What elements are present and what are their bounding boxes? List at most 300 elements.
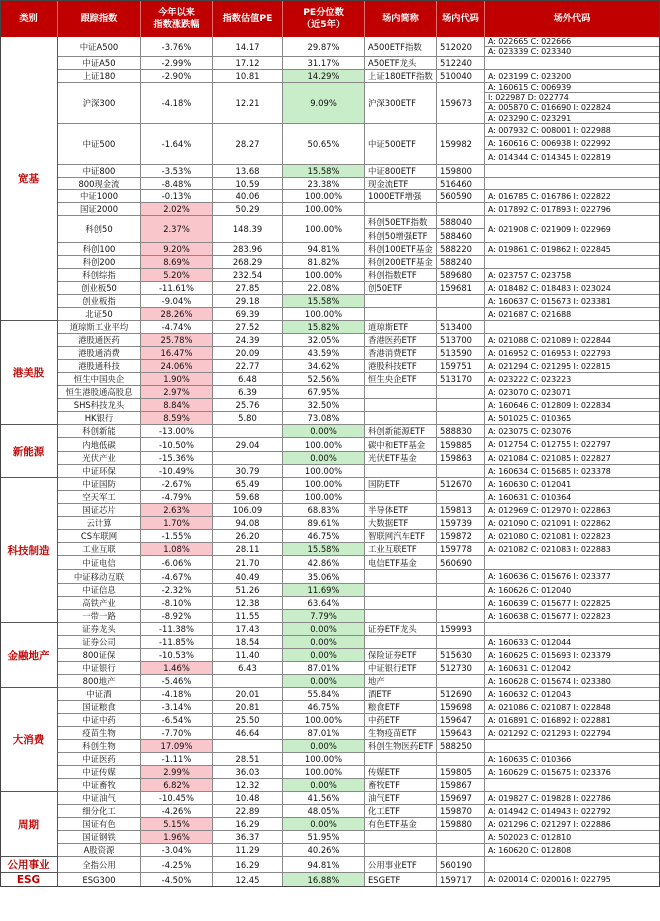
otc-code-line: A: 502023 C: 012810 xyxy=(485,831,660,844)
pe-percentile: 87.01% xyxy=(283,727,365,740)
ytd-change: 2.97% xyxy=(141,386,213,399)
pe-percentile: 29.87% xyxy=(283,37,365,57)
ytd-change: -6.54% xyxy=(141,714,213,727)
otc-code-line: A: 160632 C: 012043 xyxy=(485,688,660,701)
pe-value: 27.85 xyxy=(213,282,283,295)
pe-percentile: 55.84% xyxy=(283,688,365,701)
otc-code-line: A: 023222 C: 023223 xyxy=(485,373,660,386)
pe-percentile: 73.08% xyxy=(283,412,365,425)
otc-code-line: I: 022987 D: 022774 xyxy=(485,93,660,103)
pe-percentile: 100.00% xyxy=(283,753,365,766)
ytd-change: -1.64% xyxy=(141,124,213,165)
etf-name: 科创50ETF指数 xyxy=(365,216,437,229)
category-label: 周期 xyxy=(0,792,58,857)
etf-code: 512730 xyxy=(437,662,485,675)
ytd-change: 1.90% xyxy=(141,373,213,386)
etf-name xyxy=(365,636,437,649)
pe-percentile: 9.09% xyxy=(283,83,365,124)
pe-percentile: 7.79% xyxy=(283,610,365,623)
index-name: 国证钢铁 xyxy=(58,831,141,844)
index-name: 光伏产业 xyxy=(58,452,141,465)
etf-code: 516460 xyxy=(437,178,485,190)
pe-percentile: 100.00% xyxy=(283,714,365,727)
pe-percentile: 0.00% xyxy=(283,675,365,688)
otc-code-line xyxy=(485,165,660,178)
ytd-change: 1.08% xyxy=(141,543,213,556)
otc-code-line: A: 160616 C: 006938 I: 022992 xyxy=(485,137,660,150)
ytd-change: -15.36% xyxy=(141,452,213,465)
category-label: 宽基 xyxy=(0,37,58,321)
index-name: 中证畜牧 xyxy=(58,779,141,792)
otc-code-line: A: 160626 C: 012040 xyxy=(485,584,660,597)
ytd-change: -5.46% xyxy=(141,675,213,688)
index-name: A股资源 xyxy=(58,844,141,857)
pe-value: 51.26 xyxy=(213,584,283,597)
ytd-change: 5.15% xyxy=(141,818,213,831)
etf-code: 588830 xyxy=(437,425,485,438)
index-name: 科创50 xyxy=(58,216,141,243)
index-name: 空天军工 xyxy=(58,491,141,504)
etf-name: 化工ETF xyxy=(365,805,437,818)
index-name: 中证中药 xyxy=(58,714,141,727)
etf-name: 保险证券ETF xyxy=(365,649,437,662)
etf-name: 国防ETF xyxy=(365,478,437,491)
etf-name: 中证500ETF xyxy=(365,124,437,165)
pe-value: 10.81 xyxy=(213,70,283,83)
otc-code-line: A: 021084 C: 021085 I: 022827 xyxy=(485,452,660,465)
pe-percentile: 94.81% xyxy=(283,857,365,873)
otc-code-line: A: 021082 C: 021083 I: 022883 xyxy=(485,543,660,556)
ytd-change: -9.04% xyxy=(141,295,213,308)
index-name: 中证移动互联 xyxy=(58,570,141,584)
otc-code-line: A: 160620 C: 012808 xyxy=(485,844,660,857)
pe-percentile: 0.00% xyxy=(283,779,365,792)
otc-code-line: A: 012754 C: 012755 I: 022797 xyxy=(485,438,660,452)
etf-code: 159863 xyxy=(437,452,485,465)
otc-code-line: A: 019861 C: 019862 I: 022845 xyxy=(485,243,660,256)
index-name: 细分化工 xyxy=(58,805,141,818)
etf-name: 科创100ETF基金 xyxy=(365,243,437,256)
pe-value: 28.51 xyxy=(213,753,283,766)
otc-code-line: A: 160631 C: 010364 xyxy=(485,491,660,504)
index-name: 中证800 xyxy=(58,165,141,178)
pe-value: 17.12 xyxy=(213,57,283,70)
ytd-change: 8.59% xyxy=(141,412,213,425)
etf-name xyxy=(365,753,437,766)
pe-value xyxy=(213,675,283,688)
etf-name: 有色ETF基金 xyxy=(365,818,437,831)
otc-code-line: A: 021292 C: 021293 I: 022794 xyxy=(485,727,660,740)
pe-value: 65.49 xyxy=(213,478,283,491)
otc-code-line: A: 007932 C: 008001 I: 022988 xyxy=(485,124,660,137)
otc-code-line: A: 160634 C: 015685 I: 023378 xyxy=(485,465,660,478)
pe-percentile: 23.38% xyxy=(283,178,365,190)
etf-name xyxy=(365,203,437,216)
pe-value: 25.76 xyxy=(213,399,283,412)
category-label: 大消费 xyxy=(0,688,58,792)
etf-code: 588040 xyxy=(437,216,485,229)
pe-value: 12.32 xyxy=(213,779,283,792)
index-name: 中证信息 xyxy=(58,584,141,597)
ytd-change: 25.78% xyxy=(141,334,213,347)
otc-code-line: A: 021687 C: 021688 xyxy=(485,308,660,321)
ytd-change: 2.02% xyxy=(141,203,213,216)
index-name: 中证医药 xyxy=(58,753,141,766)
etf-name: 碳中和ETF基金 xyxy=(365,438,437,452)
category-label: 科技制造 xyxy=(0,478,58,623)
ytd-change: -10.45% xyxy=(141,792,213,805)
otc-code-line: A: 023070 C: 023071 xyxy=(485,386,660,399)
pe-percentile: 46.75% xyxy=(283,530,365,543)
ytd-change: 2.99% xyxy=(141,766,213,779)
index-name: 中证A500 xyxy=(58,37,141,57)
pe-value: 283.96 xyxy=(213,243,283,256)
pe-value: 30.79 xyxy=(213,465,283,478)
index-name: 中证环保 xyxy=(58,465,141,478)
etf-name: 中证银行ETF xyxy=(365,662,437,675)
etf-code xyxy=(437,675,485,688)
otc-code-line: A: 160631 C: 012042 xyxy=(485,662,660,675)
ytd-change: -6.06% xyxy=(141,556,213,570)
otc-code-line: A: 023757 C: 023758 xyxy=(485,269,660,282)
etf-code: 159698 xyxy=(437,701,485,714)
pe-value: 18.54 xyxy=(213,636,283,649)
index-name: 中证A50 xyxy=(58,57,141,70)
pe-percentile: 0.00% xyxy=(283,649,365,662)
ytd-change: 8.69% xyxy=(141,256,213,269)
ytd-change: 5.20% xyxy=(141,269,213,282)
otc-code-line: A: 160615 C: 006939 xyxy=(485,83,660,93)
otc-code-line: A: 020014 C: 020016 I: 022795 xyxy=(485,873,660,887)
header-etf-name: 场内简称 xyxy=(365,0,437,37)
index-name: 国证2000 xyxy=(58,203,141,216)
header-index: 跟踪指数 xyxy=(58,0,141,37)
etf-name: 中证800ETF xyxy=(365,165,437,178)
ytd-change: -8.92% xyxy=(141,610,213,623)
pe-percentile: 87.01% xyxy=(283,662,365,675)
etf-code: 589680 xyxy=(437,269,485,282)
index-name: CS车联网 xyxy=(58,530,141,543)
ytd-change: -4.79% xyxy=(141,491,213,504)
pe-value: 29.18 xyxy=(213,295,283,308)
pe-value: 20.09 xyxy=(213,347,283,360)
header-otc-code: 场外代码 xyxy=(485,0,660,37)
etf-name xyxy=(365,491,437,504)
etf-name: 科创指数ETF xyxy=(365,269,437,282)
etf-name: 恒生央企ETF xyxy=(365,373,437,386)
otc-code-line: A: 018482 C: 018483 I: 023024 xyxy=(485,282,660,295)
index-name: 恒生港股通高股息 xyxy=(58,386,141,399)
otc-code-line: A: 160625 C: 015693 I: 023379 xyxy=(485,649,660,662)
pe-value: 10.48 xyxy=(213,792,283,805)
etf-code: 159800 xyxy=(437,165,485,178)
etf-name xyxy=(365,412,437,425)
pe-value: 11.55 xyxy=(213,610,283,623)
otc-code-line: A: 023199 C: 023200 xyxy=(485,70,660,83)
etf-name: 生物疫苗ETF xyxy=(365,727,437,740)
ytd-change: -11.85% xyxy=(141,636,213,649)
etf-name: 证券ETF龙头 xyxy=(365,623,437,636)
pe-percentile: 0.00% xyxy=(283,452,365,465)
index-name: 创业板指 xyxy=(58,295,141,308)
etf-name: 粮食ETF xyxy=(365,701,437,714)
pe-value: 36.37 xyxy=(213,831,283,844)
etf-code: 588460 xyxy=(437,229,485,243)
pe-percentile: 15.58% xyxy=(283,543,365,556)
ytd-change: -0.13% xyxy=(141,190,213,203)
pe-value: 22.89 xyxy=(213,805,283,818)
etf-code: 159643 xyxy=(437,727,485,740)
index-name: 港股通科技 xyxy=(58,360,141,373)
etf-name: 香港医药ETF xyxy=(365,334,437,347)
pe-percentile: 63.64% xyxy=(283,597,365,610)
etf-code: 512690 xyxy=(437,688,485,701)
etf-code: 159885 xyxy=(437,438,485,452)
etf-name xyxy=(365,610,437,623)
index-name: 中证电信 xyxy=(58,556,141,570)
ytd-change: -4.25% xyxy=(141,857,213,873)
index-name: 中证银行 xyxy=(58,662,141,675)
etf-name: 工业互联ETF xyxy=(365,543,437,556)
etf-code xyxy=(437,570,485,584)
index-name: 工业互联 xyxy=(58,543,141,556)
pe-value: 59.68 xyxy=(213,491,283,504)
pe-percentile: 94.81% xyxy=(283,243,365,256)
ytd-change: -4.26% xyxy=(141,805,213,818)
ytd-change: -2.99% xyxy=(141,57,213,70)
otc-code-line xyxy=(485,779,660,792)
index-name: 中证酒 xyxy=(58,688,141,701)
otc-code-line: A: 021088 C: 021089 I: 022844 xyxy=(485,334,660,347)
otc-code-line: A: 021086 C: 021087 I: 022848 xyxy=(485,701,660,714)
otc-code-line: A: 017892 C: 017893 I: 022796 xyxy=(485,203,660,216)
pe-value: 25.50 xyxy=(213,714,283,727)
ytd-change: -3.76% xyxy=(141,37,213,57)
category-label: 公用事业 xyxy=(0,857,58,873)
pe-percentile: 89.61% xyxy=(283,517,365,530)
ytd-change: -4.50% xyxy=(141,873,213,887)
index-name: 港股通医药 xyxy=(58,334,141,347)
etf-name: 沪深300ETF xyxy=(365,83,437,124)
pe-percentile: 48.05% xyxy=(283,805,365,818)
otc-code-line xyxy=(485,57,660,70)
otc-code-line: A: 022665 C: 022666 xyxy=(485,37,660,47)
etf-name: 酒ETF xyxy=(365,688,437,701)
pe-percentile: 46.75% xyxy=(283,701,365,714)
etf-name: 创50ETF xyxy=(365,282,437,295)
etf-code: 515630 xyxy=(437,649,485,662)
etf-code xyxy=(437,610,485,623)
index-name: 国证芯片 xyxy=(58,504,141,517)
index-name: 云计算 xyxy=(58,517,141,530)
pe-value xyxy=(213,452,283,465)
pe-value: 94.08 xyxy=(213,517,283,530)
etf-code: 560190 xyxy=(437,857,485,873)
etf-code: 159697 xyxy=(437,792,485,805)
pe-value: 21.70 xyxy=(213,556,283,570)
etf-name xyxy=(365,584,437,597)
index-name: 全指公用 xyxy=(58,857,141,873)
etf-name: 传媒ETF xyxy=(365,766,437,779)
pe-percentile: 31.17% xyxy=(283,57,365,70)
ytd-change: -1.11% xyxy=(141,753,213,766)
pe-percentile: 100.00% xyxy=(283,203,365,216)
etf-code: 159681 xyxy=(437,282,485,295)
pe-percentile: 68.83% xyxy=(283,504,365,517)
pe-value xyxy=(213,740,283,753)
otc-code-line xyxy=(485,178,660,190)
pe-value: 36.03 xyxy=(213,766,283,779)
pe-value: 12.21 xyxy=(213,83,283,124)
etf-code xyxy=(437,308,485,321)
etf-code: 159778 xyxy=(437,543,485,556)
pe-value: 12.45 xyxy=(213,873,283,887)
ytd-change: -1.55% xyxy=(141,530,213,543)
pe-percentile: 15.58% xyxy=(283,295,365,308)
pe-percentile: 0.00% xyxy=(283,740,365,753)
otc-code-line: A: 016891 C: 016892 I: 022881 xyxy=(485,714,660,727)
index-name: 沪深300 xyxy=(58,83,141,124)
etf-code: 159647 xyxy=(437,714,485,727)
pe-percentile: 50.65% xyxy=(283,124,365,165)
ytd-change: -4.18% xyxy=(141,83,213,124)
pe-value: 14.17 xyxy=(213,37,283,57)
index-name: 800证保 xyxy=(58,649,141,662)
etf-name: 香港消费ETF xyxy=(365,347,437,360)
etf-name: ESGETF xyxy=(365,873,437,887)
ytd-change: -4.74% xyxy=(141,321,213,334)
pe-value: 6.43 xyxy=(213,662,283,675)
pe-percentile: 52.56% xyxy=(283,373,365,386)
otc-code-line xyxy=(485,556,660,570)
pe-value: 148.39 xyxy=(213,216,283,243)
etf-code: 512020 xyxy=(437,37,485,57)
pe-percentile: 35.06% xyxy=(283,570,365,584)
otc-code-line xyxy=(485,857,660,873)
pe-value xyxy=(213,425,283,438)
etf-name xyxy=(365,831,437,844)
index-name: 证券龙头 xyxy=(58,623,141,636)
index-name: 科创生物 xyxy=(58,740,141,753)
index-name: 科创新能 xyxy=(58,425,141,438)
etf-name: 现金流ETF xyxy=(365,178,437,190)
ytd-change: -4.18% xyxy=(141,688,213,701)
pe-percentile: 100.00% xyxy=(283,190,365,203)
ytd-change: -7.70% xyxy=(141,727,213,740)
etf-code: 159717 xyxy=(437,873,485,887)
pe-value: 106.09 xyxy=(213,504,283,517)
etf-name xyxy=(365,399,437,412)
etf-name: 畜牧ETF xyxy=(365,779,437,792)
etf-code: 159813 xyxy=(437,504,485,517)
pe-value: 16.29 xyxy=(213,857,283,873)
pe-value: 24.39 xyxy=(213,334,283,347)
pe-value: 46.64 xyxy=(213,727,283,740)
etf-name xyxy=(365,597,437,610)
etf-code: 513700 xyxy=(437,334,485,347)
pe-value: 69.39 xyxy=(213,308,283,321)
etf-name: 科创200ETF基金 xyxy=(365,256,437,269)
pe-percentile: 100.00% xyxy=(283,269,365,282)
ytd-change: -3.04% xyxy=(141,844,213,857)
header-pe: 指数估值PE xyxy=(213,0,283,37)
index-name: 中证传媒 xyxy=(58,766,141,779)
index-name: 创业板50 xyxy=(58,282,141,295)
pe-percentile: 67.95% xyxy=(283,386,365,399)
etf-code: 588250 xyxy=(437,740,485,753)
etf-code xyxy=(437,399,485,412)
pe-percentile: 32.50% xyxy=(283,399,365,412)
pe-value: 27.52 xyxy=(213,321,283,334)
etf-code xyxy=(437,584,485,597)
pe-percentile: 100.00% xyxy=(283,438,365,452)
index-name: 800地产 xyxy=(58,675,141,688)
etf-code: 159805 xyxy=(437,766,485,779)
pe-value: 268.29 xyxy=(213,256,283,269)
ytd-change: 1.46% xyxy=(141,662,213,675)
otc-code-line xyxy=(485,321,660,334)
otc-code-line: A: 021090 C: 021091 I: 022862 xyxy=(485,517,660,530)
etf-name: 半导体ETF xyxy=(365,504,437,517)
index-name: 科创100 xyxy=(58,243,141,256)
etf-name: 港股科技ETF xyxy=(365,360,437,373)
pe-value: 50.29 xyxy=(213,203,283,216)
otc-code-line: A: 014344 C: 014345 I: 022819 xyxy=(485,150,660,165)
pe-value: 11.40 xyxy=(213,649,283,662)
ytd-change: -11.38% xyxy=(141,623,213,636)
ytd-change: -10.53% xyxy=(141,649,213,662)
pe-percentile: 32.05% xyxy=(283,334,365,347)
etf-code: 560590 xyxy=(437,190,485,203)
etf-name: 大数据ETF xyxy=(365,517,437,530)
pe-value: 20.81 xyxy=(213,701,283,714)
otc-code-line: A: 014942 C: 014943 I: 022792 xyxy=(485,805,660,818)
index-name: 中证油气 xyxy=(58,792,141,805)
pe-value: 232.54 xyxy=(213,269,283,282)
etf-name: 公用事业ETF xyxy=(365,857,437,873)
etf-code: 159872 xyxy=(437,530,485,543)
etf-name xyxy=(365,570,437,584)
etf-code: 159673 xyxy=(437,83,485,124)
pe-percentile: 100.00% xyxy=(283,491,365,504)
ytd-change: 8.84% xyxy=(141,399,213,412)
otc-code-line: A: 160636 C: 015676 I: 023377 xyxy=(485,570,660,584)
etf-code: 159739 xyxy=(437,517,485,530)
pe-percentile: 0.00% xyxy=(283,818,365,831)
index-name: 800现金流 xyxy=(58,178,141,190)
etf-name: 道琼斯ETF xyxy=(365,321,437,334)
etf-name: 科创生物医药ETF xyxy=(365,740,437,753)
otc-code-line xyxy=(485,256,660,269)
etf-name xyxy=(365,465,437,478)
etf-code xyxy=(437,844,485,857)
ytd-change: -8.48% xyxy=(141,178,213,190)
pe-percentile: 11.69% xyxy=(283,584,365,597)
etf-code xyxy=(437,753,485,766)
otc-code-line: A: 160635 C: 010366 xyxy=(485,753,660,766)
otc-code-line: A: 023075 C: 023076 xyxy=(485,425,660,438)
pe-value: 40.49 xyxy=(213,570,283,584)
header-category: 类别 xyxy=(0,0,58,37)
pe-percentile: 0.00% xyxy=(283,425,365,438)
etf-code xyxy=(437,831,485,844)
index-name: 道琼斯工业平均 xyxy=(58,321,141,334)
index-name: 国证粮食 xyxy=(58,701,141,714)
pe-value: 22.77 xyxy=(213,360,283,373)
ytd-change: -2.90% xyxy=(141,70,213,83)
etf-code xyxy=(437,465,485,478)
etf-code: 512240 xyxy=(437,57,485,70)
